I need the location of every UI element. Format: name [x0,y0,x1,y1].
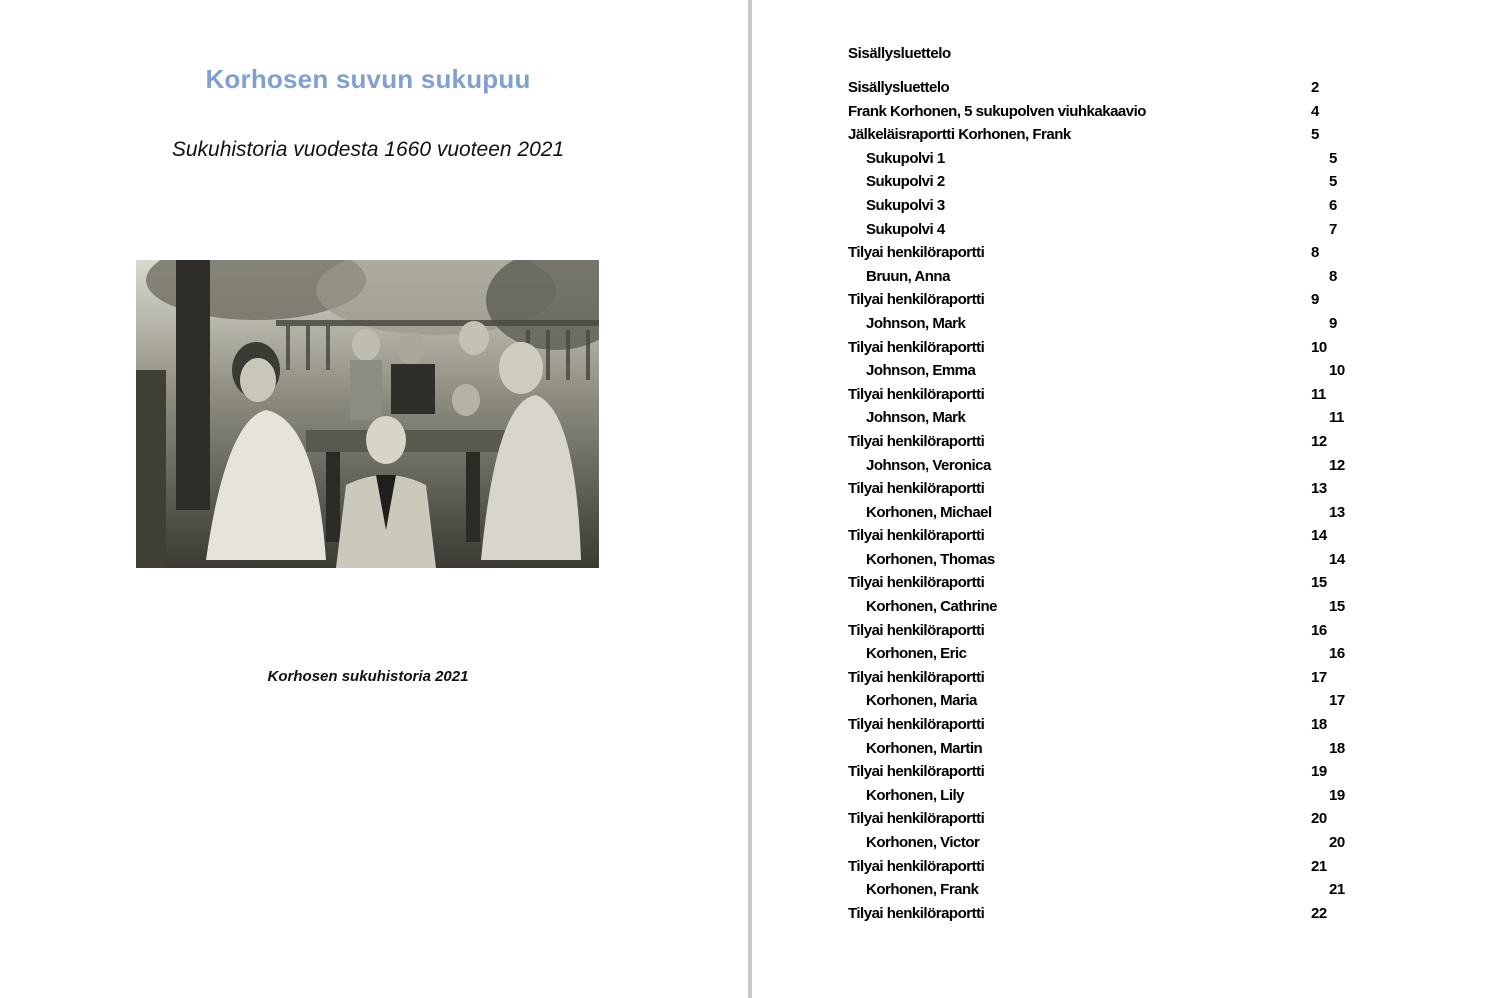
toc-entry-label: Tilyai henkilöraportti [848,857,985,875]
toc-entry[interactable] [848,100,1368,124]
toc-entry[interactable] [848,595,1368,619]
cover-page [0,0,748,998]
toc-entry[interactable] [848,170,1368,194]
toc-entry-page-number: 22 [1311,904,1327,922]
toc-entry-label: Tilyai henkilöraportti [848,904,985,922]
toc-entry-label: Bruun, Anna [866,267,950,285]
family-photo [136,260,599,568]
toc-entry[interactable] [848,147,1368,171]
toc-entry-label: Tilyai henkilöraportti [848,432,985,450]
toc-entry-label: Frank Korhonen, 5 sukupolven viuhkakaavio [848,102,1146,120]
toc-entry-page-number: 8 [1311,244,1319,262]
toc-entry[interactable] [848,689,1368,713]
toc-entry-page-number: 13 [1329,503,1345,521]
toc-entry-label: Tilyai henkilöraportti [848,763,985,781]
toc-entry-page-number: 10 [1311,338,1327,356]
cover-footer: Korhosen sukuhistoria 2021 [267,668,469,685]
toc-entry-label: Korhonen, Thomas [866,550,995,568]
toc-entry-page-number: 18 [1311,716,1327,734]
toc-entry-page-number: 13 [1311,480,1327,498]
toc-entry-label: Korhonen, Frank [866,881,979,899]
toc-entry[interactable] [848,359,1368,383]
toc-entry-page-number: 4 [1311,102,1319,120]
toc-entry[interactable] [848,241,1368,265]
toc-entry-label: Johnson, Mark [866,314,966,332]
toc-entry-page-number: 8 [1329,267,1337,285]
toc-entry-label: Tilyai henkilöraportti [848,621,985,639]
toc-entry[interactable] [848,619,1368,643]
toc-entry[interactable] [848,123,1368,147]
toc-entry-page-number: 5 [1329,173,1337,191]
toc-page [752,0,1500,998]
toc-entry[interactable] [848,194,1368,218]
toc-entry-label: Korhonen, Maria [866,692,977,710]
toc-entry-page-number: 5 [1329,149,1337,167]
toc-entry-page-number: 16 [1329,645,1345,663]
toc-entry-label: Sukupolvi 3 [866,196,945,214]
family-photo-drawing [136,260,599,568]
toc-entry-page-number: 5 [1311,126,1319,144]
toc-entry-label: Korhonen, Eric [866,645,967,663]
toc-entry-label: Johnson, Mark [866,409,966,427]
toc-entry-label: Sukupolvi 1 [866,149,945,167]
toc-entry-page-number: 9 [1329,314,1337,332]
toc-entry-page-number: 18 [1329,739,1345,757]
toc-entry[interactable] [848,76,1368,100]
toc-entry-label: Tilyai henkilöraportti [848,668,985,686]
toc-entry[interactable] [848,737,1368,761]
toc-entry-label: Johnson, Veronica [866,456,991,474]
toc-entry-label: Sisällysluettelo [848,79,950,96]
toc-entry-page-number: 11 [1311,385,1326,403]
toc-entry-page-number: 20 [1311,810,1327,828]
toc-entry[interactable] [848,760,1368,784]
toc-entry-page-number: 6 [1329,196,1337,214]
toc-entry-label: Korhonen, Michael [866,503,992,521]
toc-entry-page-number: 14 [1311,527,1327,545]
toc-entry-label: Tilyai henkilöraportti [848,527,985,545]
toc-entry[interactable] [848,642,1368,666]
toc-entry-page-number: 12 [1329,456,1345,474]
toc-entry[interactable] [848,831,1368,855]
toc-entry[interactable] [848,454,1368,478]
toc-entry[interactable] [848,784,1368,808]
toc-entry-page-number: 21 [1311,857,1327,875]
toc-entry-label: Tilyai henkilöraportti [848,244,985,262]
toc-entry[interactable] [848,666,1368,690]
toc-entry[interactable] [848,312,1368,336]
toc-entry[interactable] [848,218,1368,242]
toc-entry-label: Jälkeläisraportti Korhonen, Frank [848,126,1071,144]
toc-entry[interactable] [848,878,1368,902]
toc-entry-page-number: 11 [1329,409,1344,427]
cover-title: Korhosen suvun sukupuu [205,64,531,94]
toc-entry[interactable] [848,524,1368,548]
toc-entry-label: Korhonen, Victor [866,834,980,851]
toc-entry[interactable] [848,430,1368,454]
toc-entry[interactable] [848,501,1368,525]
toc-entry-page-number: 12 [1311,432,1327,450]
toc-entry-label: Tilyai henkilöraportti [848,291,985,309]
toc-entry-label: Tilyai henkilöraportti [848,810,985,828]
toc-entry-label: Korhonen, Martin [866,739,983,757]
toc-entry[interactable] [848,406,1368,430]
toc-entry[interactable] [848,477,1368,501]
toc-entry[interactable] [848,288,1368,312]
toc-entry[interactable] [848,571,1368,595]
toc-entry[interactable] [848,265,1368,289]
toc-entry[interactable] [848,336,1368,360]
toc-entry-label: Johnson, Emma [866,362,976,380]
toc-entry-page-number: 15 [1329,598,1345,616]
toc-entry-page-number: 2 [1311,79,1319,96]
toc-entry-label: Tilyai henkilöraportti [848,338,985,356]
toc-entry-label: Tilyai henkilöraportti [848,480,985,498]
toc-entry-label: Tilyai henkilöraportti [848,574,985,592]
toc-entry-label: Sukupolvi 2 [866,173,945,191]
toc-heading: Sisällysluettelo [848,45,951,62]
toc-list [848,76,1368,925]
toc-entry[interactable] [848,548,1368,572]
toc-entry-page-number: 17 [1329,692,1345,710]
toc-entry-page-number: 16 [1311,621,1327,639]
cover-subtitle: Sukuhistoria vuodesta 1660 vuoteen 2021 [171,138,565,161]
toc-entry-page-number: 10 [1329,362,1345,380]
toc-entry-label: Tilyai henkilöraportti [848,716,985,734]
toc-entry-label: Tilyai henkilöraportti [848,385,985,403]
toc-entry-label: Korhonen, Cathrine [866,598,998,616]
toc-entry-page-number: 15 [1311,574,1327,592]
toc-entry[interactable] [848,902,1368,926]
toc-entry[interactable] [848,855,1368,879]
toc-entry-page-number: 21 [1329,881,1345,899]
toc-entry[interactable] [848,807,1368,831]
toc-entry-page-number: 9 [1311,291,1319,309]
toc-entry[interactable] [848,383,1368,407]
toc-entry-label: Sukupolvi 4 [866,220,945,238]
toc-entry-page-number: 14 [1329,550,1345,568]
toc-entry[interactable] [848,713,1368,737]
toc-entry-page-number: 19 [1329,786,1345,804]
toc-entry-page-number: 17 [1311,668,1327,686]
toc-entry-label: Korhonen, Lily [866,786,964,804]
toc-entry-page-number: 19 [1311,763,1327,781]
toc-entry-page-number: 20 [1329,834,1345,851]
toc-entry-page-number: 7 [1329,220,1337,238]
